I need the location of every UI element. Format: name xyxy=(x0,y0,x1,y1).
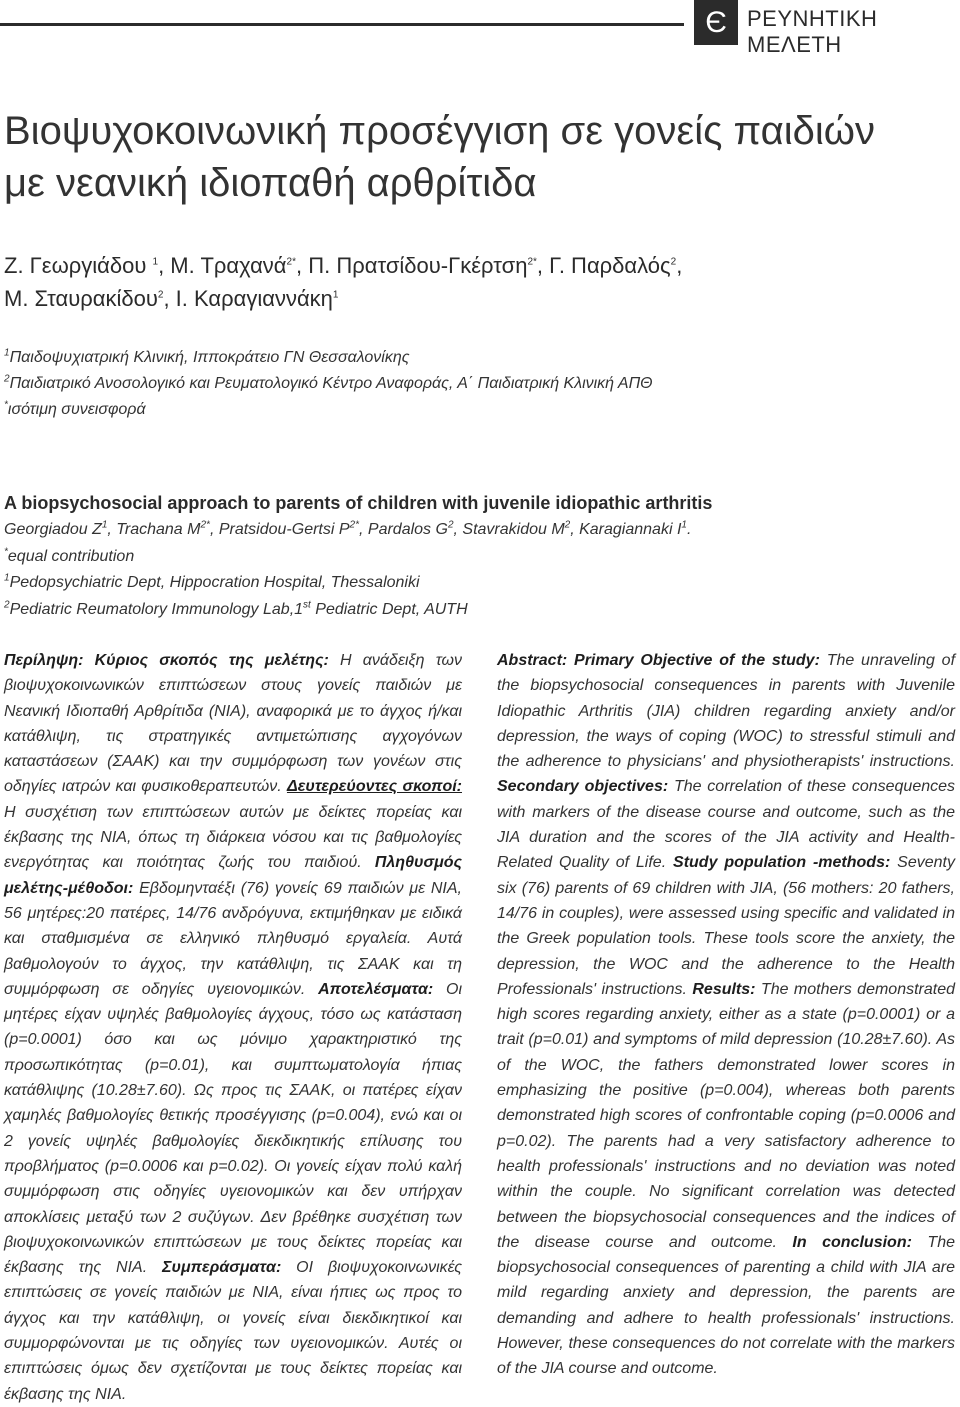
affil-mark: 1 xyxy=(4,347,10,359)
author: , Trachana M xyxy=(107,521,201,538)
abstract-text: Η συσχέτιση των επιπτώσεων αυτών με δείκτες πορείας και έκβασης της ΝΙΑ, όπως τη διάρκεια νόσου και τις βαθμολογίες ενεργότητας και ποιότητας ζωής του παιδιού. xyxy=(4,803,462,872)
author-affil: 1 xyxy=(152,256,159,268)
author: Ζ. Γεωργιάδου xyxy=(4,253,153,278)
author: Μ. Σταυρακίδου xyxy=(4,286,158,311)
heading-secondary: Δευτερεύοντες σκοποί: xyxy=(286,778,462,796)
heading-results: Results: xyxy=(692,980,756,998)
affiliations-greek xyxy=(4,345,653,423)
article-title xyxy=(4,105,944,209)
author-affil: 1 xyxy=(101,519,108,531)
authors-line-1 xyxy=(4,249,944,282)
ordinal-suffix: st xyxy=(303,599,311,611)
affiliation xyxy=(4,345,653,371)
author: , Pratsidou-Gertsi P xyxy=(209,521,350,538)
english-authors-block xyxy=(4,517,691,623)
author: , Μ. Τραχανά xyxy=(158,253,287,278)
author: , Ι. Καραγιαννάκη xyxy=(163,286,333,311)
affil-mark: 2 xyxy=(4,373,10,385)
authors-greek xyxy=(4,249,944,315)
authors-line-2 xyxy=(4,282,944,315)
affil-text: Παιδιατρικό Ανοσολογικό και Ρευματολογικό Κέντρο Αναφοράς, Α΄ Παιδιατρική Κλινική ΑΠΘ xyxy=(9,375,653,392)
english-authors xyxy=(4,517,691,544)
abstract-text: The biopsychosocial consequences of parenting a child with JIA are mild regarding anxiety and depression, the parents are demanding and adhere to health professionals' instructions. However, these consequences do not correlate with the markers of the JIA course and outcome. xyxy=(497,1233,955,1378)
english-affiliation xyxy=(4,597,691,624)
affil-text: equal contribution xyxy=(7,547,135,565)
title-line-1: Βιοψυχοκοινωνική προσέγγιση σε γονείς παιδιών xyxy=(4,109,875,153)
author-affil: 2* xyxy=(200,519,210,531)
author-affil: 2 xyxy=(157,289,164,301)
english-note xyxy=(4,544,691,571)
author: , Γ. Παρδαλός xyxy=(536,253,671,278)
heading-population: Πληθυσμός μελέτης-μέθοδοι: xyxy=(4,854,462,897)
abstract-english xyxy=(497,648,955,1382)
abstract-text: The correlation of these consequences with markers of the disease course and outcome, such as the JIA duration and the scores of the JIA activity and Health-Related Quality of Life. xyxy=(497,778,956,872)
logo-glyph: Є xyxy=(705,6,727,39)
affil-text: Pedopsychiatric Dept, Hippocration Hospital, Thessaloniki xyxy=(9,574,420,591)
affil-mark: * xyxy=(4,399,8,411)
author-affil: 2 xyxy=(447,519,454,531)
affil-mark: 2 xyxy=(4,599,10,611)
affil-text: Pediatric Dept, AUTH xyxy=(310,600,468,618)
heading-population: Study population -methods: xyxy=(673,854,891,872)
author: , Stavrakidou M xyxy=(453,521,565,538)
affiliation xyxy=(4,371,653,397)
abstract-greek xyxy=(4,648,462,1407)
heading-conclusion: In conclusion: xyxy=(792,1233,912,1251)
affil-text: ισότιμη συνεισφορά xyxy=(7,401,146,418)
affil-text: Παιδοψυχιατρική Κλινική, Ιπποκράτειο ΓΝ Θεσσαλονίκης xyxy=(9,349,410,366)
author-affil: 2* xyxy=(527,256,537,268)
english-affiliation xyxy=(4,570,691,597)
author: , Karagiannaki I xyxy=(570,521,682,538)
abstract-text: Η ανάδειξη των βιοψυχοκοινωνικών επιπτώσεων στους γονείς παιδιών με Νεανική Ιδιοπαθή Αρθρίτιδα (ΝΙΑ), αναφορικά με το άγχος ή/και κατάθλιψη, τις στρατηγικές αντιμετώπισης αγχογόνων καταστάσεων (ΣΑΑΚ) και την συμμόρφωση των γονέων στις οδηγίες ιατρών και φυσικοθεραπευτών. xyxy=(4,652,462,796)
heading-results: Αποτελέσματα: xyxy=(318,980,434,998)
author-affil: 1 xyxy=(332,289,339,301)
affil-mark: 1 xyxy=(4,572,10,584)
affil-mark: * xyxy=(4,546,8,558)
author-affil: 2 xyxy=(670,256,677,268)
section-label: ΡΕΥΝΗΤΙΚΗ ΜΕΛΕΤΗ xyxy=(747,6,878,57)
author: , Π. Πρατσίδου-Γκέρτση xyxy=(295,253,528,278)
author-affil: 2 xyxy=(564,519,571,531)
author-separator: , xyxy=(676,253,683,278)
abstract-text: Οι μητέρες είχαν υψηλές βαθμολογίες άγχους, τόσο ως κατάσταση (p=0.0001) όσο και ως μόνιμο χαρακτηριστικό της προσωπικότητας (p=0.01), και συμπτωματολογία ήπιας κατάθλιψης (10.28±7.60). Ως προς τις ΣΑΑΚ, οι πατέρες είχαν χαμηλές βαθμολογίες θετικής προσέγγισης (p=0.004), ενώ και οι 2 γονείς υψηλές βαθμολογίες διεκδικητικής επίλυσης του προβλήματος (p=0.0006 και p=0.02). Οι γονείς είχαν πολύ καλή συμμόρφωση στις οδηγίες υγειονομικών και δεν υπήρχαν αποκλίσεις μεταξύ των 2 συζύγων. Δεν βρέθηκε συσχέτιση των βιοψυχοκοινωνικών επιπτώσεων με τους δείκτες πορείας και έκβασης της ΝΙΑ. xyxy=(4,980,463,1277)
author: , Pardalos G xyxy=(359,521,448,538)
heading-secondary: Secondary objectives: xyxy=(497,778,669,796)
header-rule xyxy=(0,23,684,26)
heading-abstract: Abstract: Primary Objective of the study: xyxy=(497,652,820,669)
abstract-text: ΟΙ βιοψυχοκοινωνικές επιπτώσεις σε γονείς παιδιών με ΝΙΑ, είναι ήπιες ως προς το άγχος και την κατάθλιψη, οι γονείς είναι διεκδικητικοί και συμμορφώνονται με τις οδηγίες των υγειονομικών. Αυτές οι επιπτώσεις όμως δεν σχετίζονται με τους δείκτες πορείας και έκβασης της ΝΙΑ. xyxy=(4,1259,462,1403)
author-affil: 2* xyxy=(349,519,359,531)
journal-logo-icon xyxy=(694,0,738,45)
title-line-2: με νεανική ιδιοπαθή αρθρίτιδα xyxy=(4,161,537,205)
author-end: . xyxy=(686,521,692,538)
author-affil: 2* xyxy=(286,256,296,268)
affil-text: Pediatric Reumatolory Immunology Lab,1 xyxy=(9,600,304,618)
abstract-text: The unraveling of the biopsychosocial consequences in parents with Juvenile Idiopathic Arthritis (JIA) children regarding anxiety and/or depression, the ways of coping (WOC) to stressful stimuli and the adherence to physicians' and physiotherapists' instructions. xyxy=(497,652,956,771)
equal-contribution-note xyxy=(4,397,653,423)
author-affil: 1 xyxy=(681,519,687,531)
author: Georgiadou Z xyxy=(4,521,102,538)
heading-conclusions: Συμπεράσματα: xyxy=(162,1259,282,1277)
abstract-text: The mothers demonstrated high scores regarding anxiety, either as a state (p=0.0001) or a trait (p=0.01) and symptoms of mild depression (10.28±7.60). As of the WOC, the fathers demonstrated lower scores in emphasizing the positive (p=0.004), whereas both parents demonstrated high scores of confrontable coping (p=0.0006 and p=0.02). The parents had a very satisfactory adherence to health professionals' instructions and no deviation was noted within the couple. No significant correlation was detected between the biopsychosocial consequences and the indices of the disease course and outcome. xyxy=(497,980,956,1251)
heading-summary: Περίληψη: Κύριος σκοπός της μελέτης: xyxy=(4,652,329,669)
abstract-text: Seventy six (76) parents of 69 children with JIA, (56 mothers: 20 fathers, 14/76 in couples), were assessed using specific and validated in the Greek population tools. These tools score the anxiety, the depression, the WOC and the adherence to the Health Professionals' instructions. xyxy=(497,854,955,998)
abstract-text: Εβδομηνταέξι (76) γονείς 69 παιδιών με ΝΙΑ, 56 μητέρες:20 πατέρες, 14/76 ανδρόγυνα, εκτιμήθηκαν με ειδικά και σταθμισμένα σε ελληνικό πληθυσμό εργαλεία. Αυτά βαθμολογούν το άγχος, την κατάθλιψη, τις ΣΑΑΚ και τη συμμόρφωση σε οδηγίες υγειονομικών. xyxy=(4,879,462,998)
english-title: A biopsychosocial approach to parents of children with juvenile idiopathic arthritis xyxy=(4,493,713,513)
